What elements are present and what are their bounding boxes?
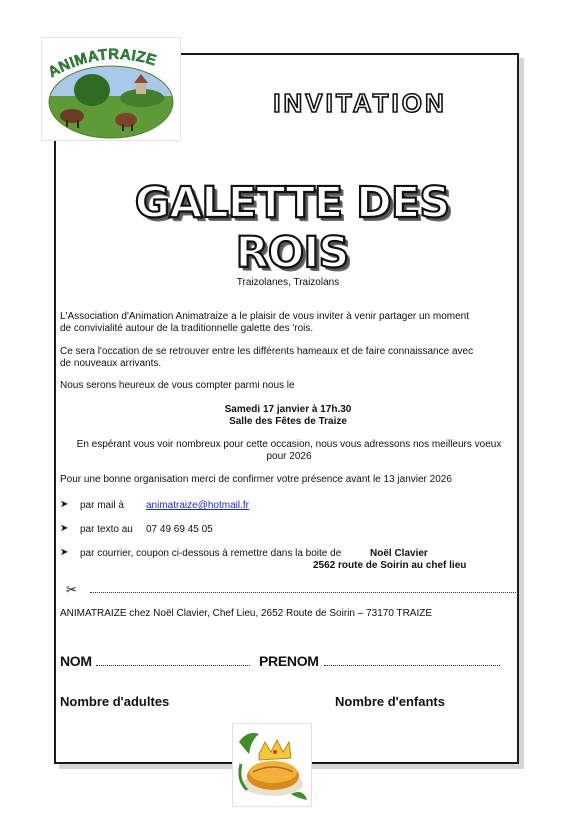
paragraph-5: Pour une bonne organisation merci de confirmer votre présence avant le 13 janvier 2026 [60,474,452,485]
post-label: par courrier, coupon ci-dessous à remettre dans la boite de [80,548,342,559]
nom-field[interactable] [96,665,250,666]
phone-label: par texto au [80,524,133,535]
email-link[interactable]: animatraize@hotmail.fr [146,500,249,511]
paragraph-1-line-1: L'Association d'Animation Animatraize a le plaisir de vous inviter à venir partager un moment [60,311,470,322]
galette-illustration [232,723,312,807]
greeting: Traizolanes, Traizolans [236,277,340,288]
animatraize-logo [41,37,181,141]
bullet-arrow-icon: ➤ [60,523,69,534]
coupon-address: ANIMATRAIZE chez Noël Clavier, Chef Lieu, 2652 Route de Soirin – 73170 TRAIZE [60,608,433,619]
mail-label: par mail à [80,500,124,511]
event-date: Samedi 17 janvier à 17h.30 [224,404,352,415]
event-venue: Salle des Fêtes de Traize [229,416,347,427]
phone-number: 07 49 69 45 05 [146,524,213,535]
nom-label: NOM [60,653,92,669]
bullet-arrow-icon: ➤ [60,547,69,558]
page-title: GALETTE DES ROIS [134,178,450,278]
prenom-label: PRENOM [259,653,319,669]
post-address: 2562 route de Soirin au chef lieu [313,560,467,571]
invitation-heading: INVITATION [273,88,447,118]
paragraph-4-line-1: En espérant vous voir nombreux pour cette occasion, nous vous adressons nos meilleurs voeux [76,439,502,450]
adults-label: Nombre d'adultes [60,694,170,709]
bullet-arrow-icon: ➤ [60,499,69,510]
paragraph-4-line-2: pour 2026 [266,451,312,462]
paragraph-3: Nous serons heureux de vous compter parmi nous le [60,380,295,391]
paragraph-1-line-2: de convivialité autour de la traditionnelle galette des 'rois. [60,323,314,334]
logo-image [42,38,180,140]
cut-line [90,592,518,593]
scissors-icon: ✂ [66,582,77,597]
children-label: Nombre d'enfants [335,694,445,709]
paragraph-2-line-2: de nouveaux arrivants. [60,358,162,369]
paragraph-2-line-1: Ce sera l'occation de se retrouver entre les différents hameaux et de faire connaissance avec [60,346,474,357]
prenom-field[interactable] [324,665,500,666]
logo-name: ANIMATRAIZE [45,45,159,82]
post-recipient: Noël Clavier [370,548,428,559]
